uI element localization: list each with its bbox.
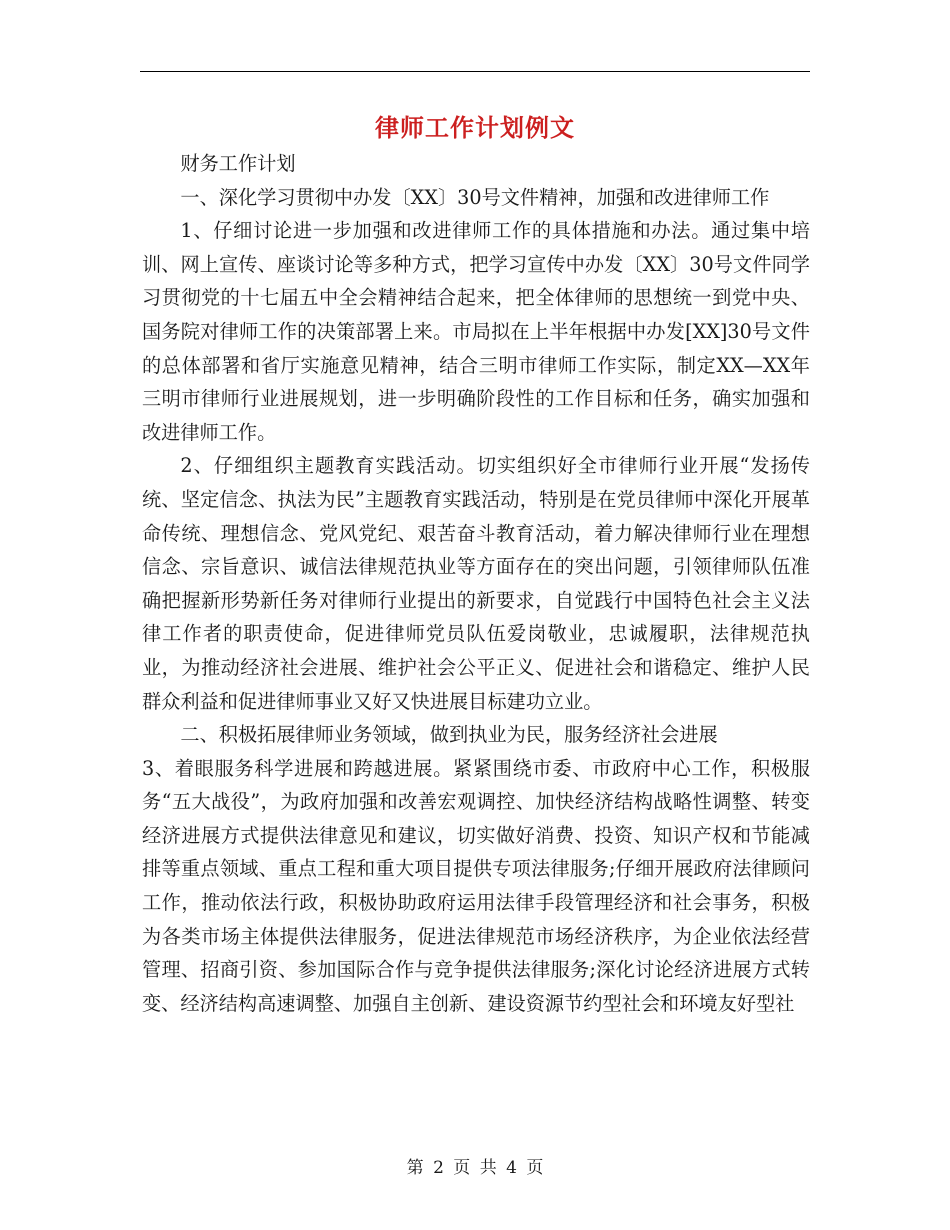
page-number-label: 第 2 页 共 4 页 xyxy=(406,1158,544,1178)
paragraph-3: 1、仔细讨论进一步加强和改进律师工作的具体措施和办法。通过集中培训、网上宣传、座谈讨论等多种方式，把学习宣传中办发〔XX〕30号文件同学习贯彻党的十七届五中全会精神结合起来，把全体律师的思想统一到党中央、国务院对律师工作的决策部署上来。市局拟在上半年根据中办发[XX]30号文件的总体部署和省厅实施意见精神，结合三明市律师工作实际，制定XX—XX年三明市律师行业进展规划，进一步明确阶段性的工作目标和任务，确实加强和改进律师工作。 xyxy=(142,219,810,444)
page-footer xyxy=(140,1153,810,1178)
document-title: 律师工作计划例文 xyxy=(375,113,575,142)
paragraph-5: 二、积极拓展律师业务领域，做到执业为民，服务经济社会进展 xyxy=(180,723,718,747)
paragraph-2: 一、深化学习贯彻中办发〔XX〕30号文件精神，加强和改进律师工作 xyxy=(180,185,770,209)
paragraph-4: 2、仔细组织主题教育实践活动。切实组织好全市律师行业开展“发扬传统、坚定信念、执法为民”主题教育实践活动，特别是在党员律师中深化开展革命传统、理想信念、党风党纪、艰苦奋斗教育活动，着力解决律师行业在理想信念、宗旨意识、诚信法律规范执业等方面存在的突出问题，引领律师队伍准确把握新形势新任务对律师行业提出的新要求，自觉践行中国特色社会主义法律工作者的职责使命，促进律师党员队伍爱岗敬业，忠诚履职，法律规范执业，为推动经济社会进展、维护社会公平正义、促进社会和谐稳定、维护人民群众利益和促进律师事业又好又快进展目标建功立业。 xyxy=(142,454,810,713)
document-body xyxy=(142,147,810,1020)
paragraph-1: 财务工作计划 xyxy=(180,152,296,175)
paragraph-6: 3、着眼服务科学进展和跨越进展。紧紧围绕市委、市政府中心工作，积极服务“五大战役”，为政府加强和改善宏观调控、加快经济结构战略性调整、转变经济进展方式提供法律意见和建议，切实做好消费、投资、知识产权和节能减排等重点领域、重点工程和重大项目提供专项法律服务;仔细开展政府法律顾问工作，推动依法行政，积极协助政府运用法律手段管理经济和社会事务，积极为各类市场主体提供法律服务，促进法律规范市场经济秩序，为企业依法经营管理、招商引资、参加国际合作与竞争提供法律服务;深化讨论经济进展方式转变、经济结构高速调整、加强自主创新、建设资源节约型社会和环境友好型社 xyxy=(142,756,810,1015)
header-rule xyxy=(140,71,810,72)
